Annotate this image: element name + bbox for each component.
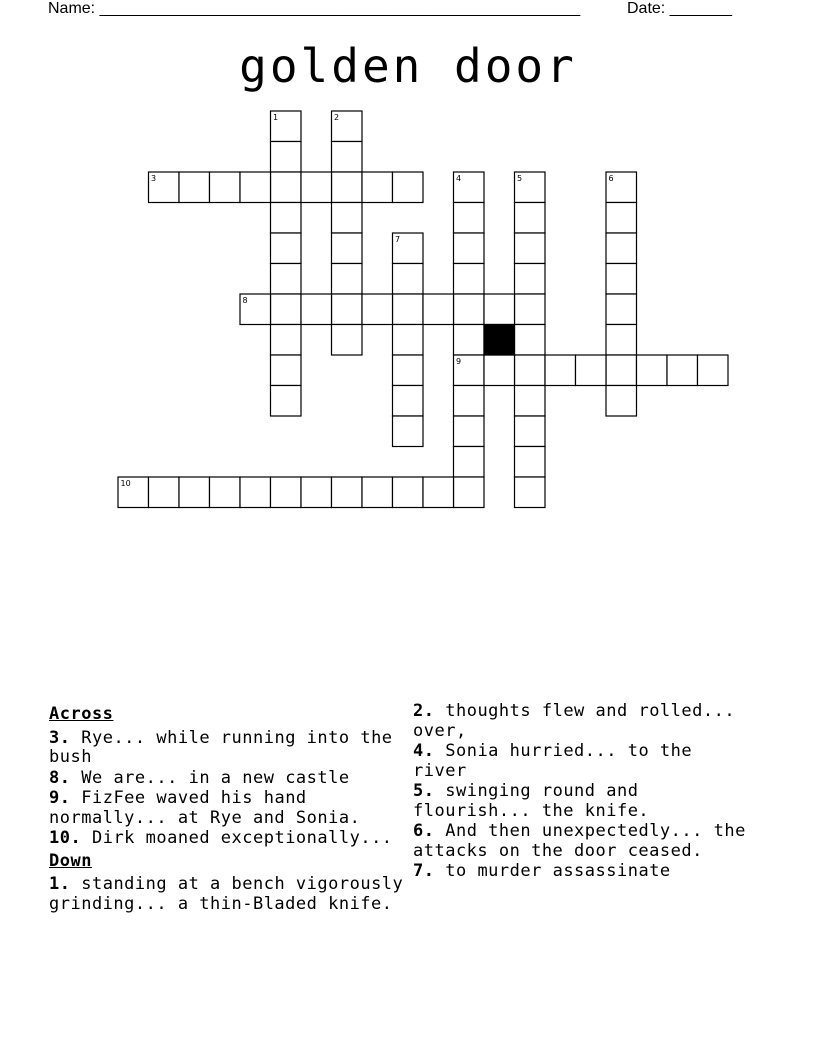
clue-number-label: 5 (517, 174, 523, 183)
grid-cell[interactable] (667, 355, 698, 386)
grid-cell[interactable] (423, 477, 454, 508)
clue-down-7: 7. to murder assassinate (413, 861, 671, 881)
grid-cell[interactable] (149, 172, 180, 203)
grid-cell[interactable] (454, 386, 485, 417)
grid-cell[interactable] (393, 264, 424, 295)
grid-cell[interactable] (362, 477, 393, 508)
grid-cell[interactable] (515, 416, 546, 447)
grid-cell[interactable] (210, 477, 241, 508)
clue-down-2: 2. thoughts flew and rolled... over, (413, 701, 736, 741)
grid-cell[interactable] (179, 477, 210, 508)
grid-cell[interactable] (606, 203, 637, 234)
grid-cell[interactable] (240, 477, 271, 508)
grid-cell[interactable] (332, 477, 363, 508)
grid-cell[interactable] (454, 477, 485, 508)
grid-cell[interactable] (271, 386, 302, 417)
grid-cell[interactable] (515, 447, 546, 478)
grid-cell[interactable] (606, 325, 637, 356)
grid-cell[interactable] (240, 172, 271, 203)
grid-cell[interactable] (271, 142, 302, 173)
grid-cell[interactable] (454, 416, 485, 447)
grid-cell[interactable] (362, 294, 393, 325)
header (0, 0, 816, 20)
clue-across-8: 8. We are... in a new castle (49, 767, 350, 788)
name-field[interactable]: Name: ______________________________________________________ (48, 0, 581, 17)
grid-cell[interactable] (301, 477, 332, 508)
grid-cell[interactable] (393, 416, 424, 447)
clue-number-label: 2 (334, 113, 340, 122)
grid-cell[interactable] (118, 477, 149, 508)
clue-across-10: 10. Dirk moaned exceptionally... (49, 828, 393, 848)
clues-left-column (49, 702, 409, 915)
clue-down-1: 1. standing at a bench vigorously grinding... a thin-Bladed knife. (49, 874, 404, 914)
grid-cell[interactable] (423, 294, 454, 325)
grid-cell[interactable] (454, 203, 485, 234)
grid-cell[interactable] (515, 233, 546, 264)
grid-cell[interactable] (393, 172, 424, 203)
grid-cell[interactable] (210, 172, 241, 203)
grid-cell[interactable] (362, 172, 393, 203)
grid-cell[interactable] (515, 203, 546, 234)
grid-cell[interactable] (576, 355, 607, 386)
grid-cell[interactable] (515, 264, 546, 295)
grid-cell[interactable] (606, 172, 637, 203)
clue-down-6: 6. And then unexpectedly... the attacks on the door ceased. (413, 821, 746, 861)
grid-cell[interactable] (332, 325, 363, 356)
grid-cell[interactable] (271, 233, 302, 264)
clue-across-9: 9. FizFee waved his hand normally... at Rye and Sonia. (49, 788, 361, 828)
clue-number-label: 8 (242, 296, 248, 305)
grid-cell[interactable] (332, 142, 363, 173)
grid-cell[interactable] (332, 294, 363, 325)
clue-across-3: 3. Rye... while running into the bush (49, 727, 393, 767)
grid-cell[interactable] (332, 233, 363, 264)
grid-cell[interactable] (332, 203, 363, 234)
grid-cell[interactable] (149, 477, 180, 508)
grid-cell[interactable] (606, 233, 637, 264)
grid-cell[interactable] (271, 111, 302, 142)
clue-number-label: 7 (395, 235, 401, 244)
grid-cell[interactable] (393, 233, 424, 264)
grid-cell[interactable] (454, 233, 485, 264)
grid-cell[interactable] (484, 355, 515, 386)
grid-black-cell (484, 325, 515, 356)
grid-cell[interactable] (271, 264, 302, 295)
clue-number-label: 10 (120, 479, 131, 488)
grid-cell[interactable] (454, 325, 485, 356)
clues-right-column (413, 702, 753, 883)
grid-cell[interactable] (301, 172, 332, 203)
grid-cell[interactable] (454, 172, 485, 203)
grid-cell[interactable] (332, 172, 363, 203)
grid-cell[interactable] (332, 111, 363, 142)
grid-cell[interactable] (393, 355, 424, 386)
grid-cell[interactable] (698, 355, 729, 386)
grid-cell[interactable] (454, 264, 485, 295)
grid-cell[interactable] (545, 355, 576, 386)
grid-cell[interactable] (606, 355, 637, 386)
grid-cell[interactable] (454, 355, 485, 386)
grid-cell[interactable] (606, 264, 637, 295)
grid-cell[interactable] (271, 477, 302, 508)
grid-cell[interactable] (637, 355, 668, 386)
grid-cell[interactable] (454, 447, 485, 478)
grid-cell[interactable] (271, 355, 302, 386)
grid-cell[interactable] (179, 172, 210, 203)
grid-cell[interactable] (301, 294, 332, 325)
down-heading: Down (49, 850, 92, 871)
grid-cell[interactable] (393, 477, 424, 508)
grid-cell[interactable] (515, 294, 546, 325)
grid-cell[interactable] (515, 477, 546, 508)
grid-cell[interactable] (393, 386, 424, 417)
grid-cell[interactable] (332, 264, 363, 295)
clue-number-label: 1 (273, 113, 279, 122)
grid-cell[interactable] (515, 172, 546, 203)
grid-cell[interactable] (454, 294, 485, 325)
grid-cell[interactable] (271, 294, 302, 325)
grid-cell[interactable] (515, 386, 546, 417)
clue-down-5: 5. swinging round and flourish... the knife. (413, 781, 650, 821)
date-field[interactable]: Date: _______ (627, 0, 732, 17)
clue-number-label: 6 (608, 174, 614, 183)
clue-down-4: 4. Sonia hurried... to the river (413, 741, 693, 781)
puzzle-title: golden door (239, 39, 577, 93)
clue-number-label: 3 (151, 174, 157, 183)
grid-cell[interactable] (606, 386, 637, 417)
grid-cell[interactable] (240, 294, 271, 325)
grid-cell[interactable] (606, 294, 637, 325)
grid-cell[interactable] (515, 325, 546, 356)
grid-cell[interactable] (393, 294, 424, 325)
grid-cell[interactable] (271, 325, 302, 356)
clue-number-label: 4 (456, 174, 462, 183)
across-heading: Across (49, 704, 114, 724)
grid-cell[interactable] (515, 355, 546, 386)
grid-cell[interactable] (393, 325, 424, 356)
grid-cell[interactable] (484, 294, 515, 325)
clue-number-label: 9 (456, 357, 462, 366)
grid-cell[interactable] (271, 203, 302, 234)
grid-cell[interactable] (271, 172, 302, 203)
